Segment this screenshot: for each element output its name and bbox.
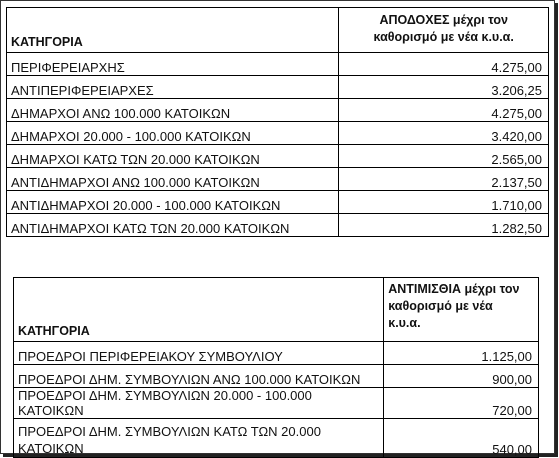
row-value: 2.565,00 — [339, 145, 549, 168]
pay-header-line1: ΑΠΟΔΟΧΕΣ μέχρι τον — [379, 13, 508, 27]
table-row — [7, 99, 549, 122]
pay-header-line2: καθορισμό με νέα — [388, 299, 493, 313]
row-category: ΠΕΡΙΦΕΡΕΙΑΡΧΗΣ — [7, 53, 339, 76]
row-category: ΔΗΜΑΡΧΟΙ ΚΑΤΩ ΤΩΝ 20.000 ΚΑΤΟΙΚΩΝ — [7, 145, 339, 168]
pay-header-line3: κ.υ.α. — [388, 316, 421, 330]
officials-pay-table — [6, 7, 549, 237]
row-category-line2: ΚΑΤΟΙΚΩΝ — [18, 441, 84, 456]
row-value: 720,00 — [384, 388, 539, 419]
pay-header — [384, 278, 539, 342]
row-category: ΑΝΤΙΔΗΜΑΡΧΟΙ ΑΝΩ 100.000 ΚΑΤΟΙΚΩΝ — [7, 168, 339, 191]
row-value: 1.125,00 — [384, 342, 539, 365]
row-category — [14, 419, 384, 458]
row-value: 4.275,00 — [339, 99, 549, 122]
pay-header-line1: ΑΝΤΙΜΙΣΘΙΑ μέχρι τον — [388, 282, 520, 296]
table-row — [7, 191, 549, 214]
row-category: ΑΝΤΙΔΗΜΑΡΧΟΙ ΚΑΤΩ ΤΩΝ 20.000 ΚΑΤΟΙΚΩΝ — [7, 214, 339, 237]
row-value: 4.275,00 — [339, 53, 549, 76]
council-presidents-pay-table — [13, 277, 539, 458]
row-category: ΑΝΤΙΠΕΡΙΦΕΡΕΙΑΡΧΕΣ — [7, 76, 339, 99]
row-value: 540,00 — [384, 419, 539, 458]
row-category: ΠΡΟΕΔΡΟΙ ΔΗΜ. ΣΥΜΒΟΥΛΙΩΝ ΑΝΩ 100.000 ΚΑΤΟΙΚΩΝ — [14, 365, 384, 388]
table-row — [14, 419, 539, 458]
row-category: ΠΡΟΕΔΡΟΙ ΠΕΡΙΦΕΡΕΙΑΚΟΥ ΣΥΜΒΟΥΛΙΟΥ — [14, 342, 384, 365]
table-header-row — [7, 8, 549, 53]
row-category: ΑΝΤΙΔΗΜΑΡΧΟΙ 20.000 - 100.000 ΚΑΤΟΙΚΩΝ — [7, 191, 339, 214]
table-row — [14, 388, 539, 419]
row-value: 3.420,00 — [339, 122, 549, 145]
pay-header-line2: καθορισμό με νέα κ.υ.α. — [373, 30, 514, 44]
table-row — [7, 122, 549, 145]
row-category: ΔΗΜΑΡΧΟΙ ΑΝΩ 100.000 ΚΑΤΟΙΚΩΝ — [7, 99, 339, 122]
table-row — [14, 365, 539, 388]
table-row — [7, 76, 549, 99]
table-row — [7, 168, 549, 191]
row-category-line1: ΠΡΟΕΔΡΟΙ ΔΗΜ. ΣΥΜΒΟΥΛΙΩΝ ΚΑΤΩ ΤΩΝ 20.000 — [18, 424, 321, 439]
table-row — [14, 342, 539, 365]
row-value: 1.282,50 — [339, 214, 549, 237]
row-value: 3.206,25 — [339, 76, 549, 99]
table-row — [7, 53, 549, 76]
row-value: 1.710,00 — [339, 191, 549, 214]
table-header-row — [14, 278, 539, 342]
category-header: ΚΑΤΗΓΟΡΙΑ — [7, 8, 339, 53]
row-value: 2.137,50 — [339, 168, 549, 191]
table-row — [7, 145, 549, 168]
category-header: ΚΑΤΗΓΟΡΙΑ — [14, 278, 384, 342]
table-row — [7, 214, 549, 237]
pay-header — [339, 8, 549, 53]
row-value: 900,00 — [384, 365, 539, 388]
row-category: ΔΗΜΑΡΧΟΙ 20.000 - 100.000 ΚΑΤΟΙΚΩΝ — [7, 122, 339, 145]
row-category: ΠΡΟΕΔΡΟΙ ΔΗΜ. ΣΥΜΒΟΥΛΙΩΝ 20.000 - 100.000 ΚΑΤΟΙΚΩΝ — [14, 388, 384, 419]
